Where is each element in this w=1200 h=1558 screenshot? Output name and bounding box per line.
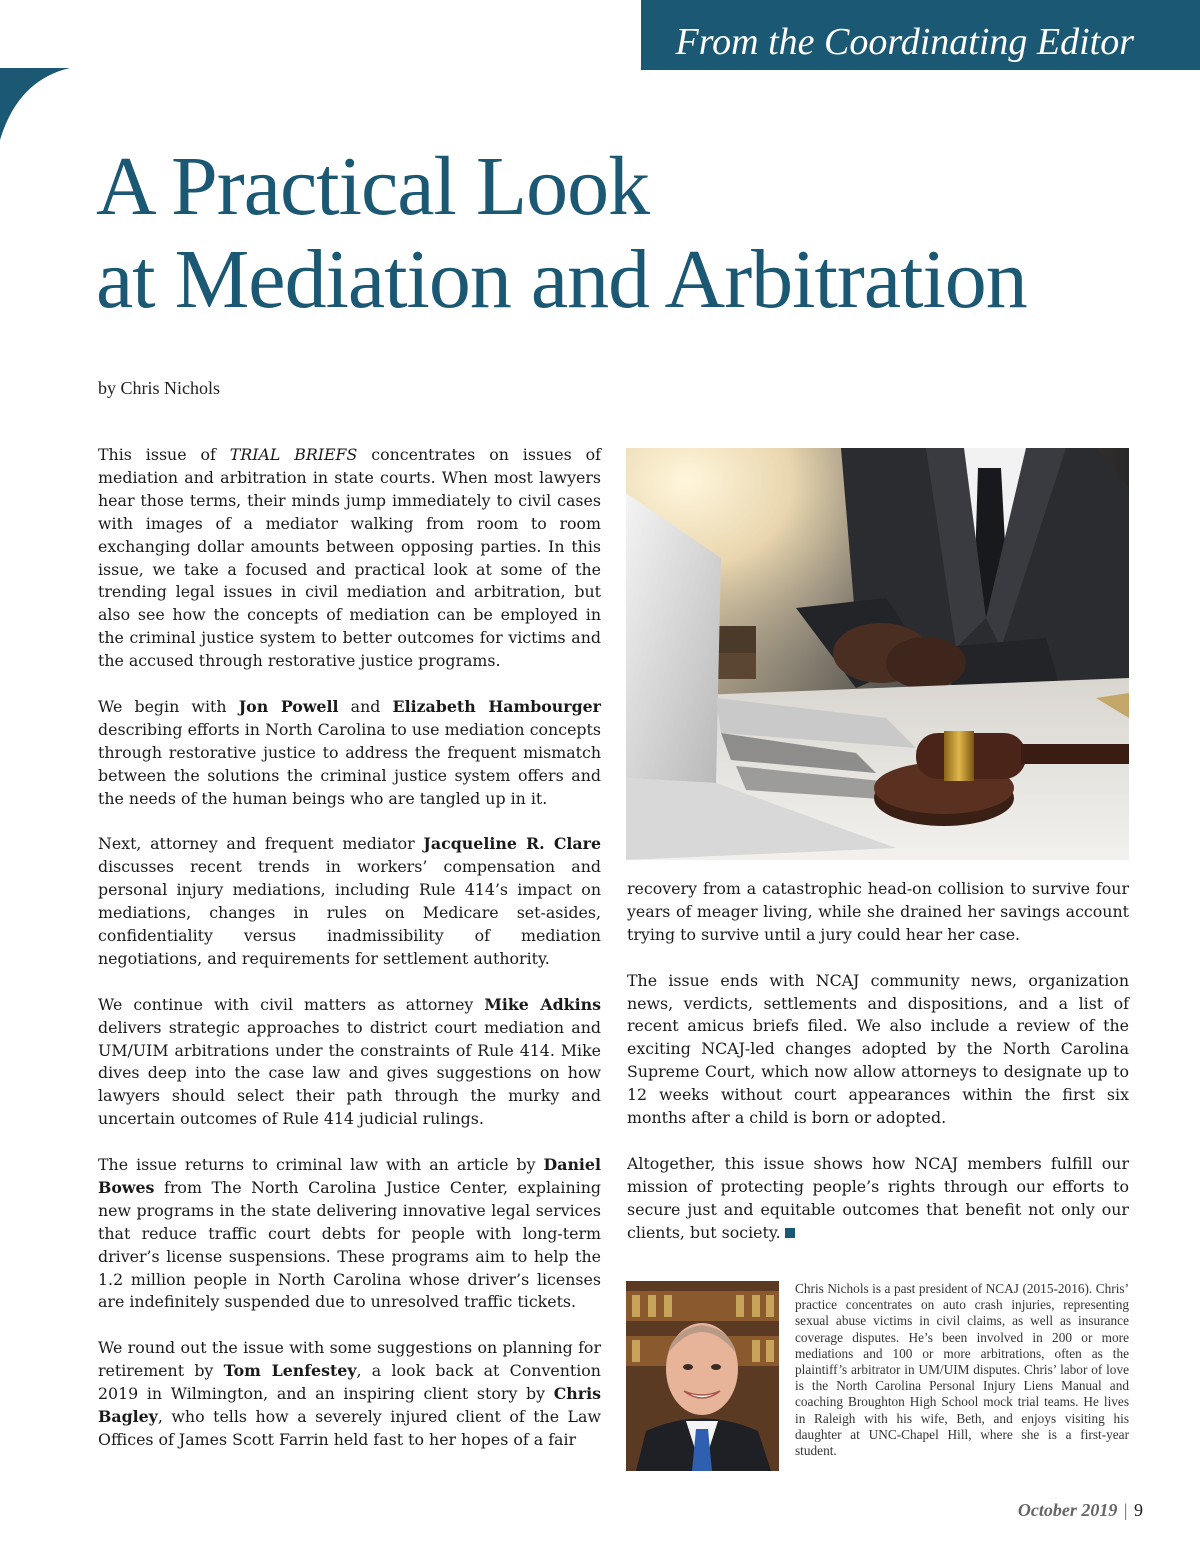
paragraph-closing: Altogether, this issue shows how NCAJ members fulfill our mission of protecting people’s rights through our efforts to secure just and equitable outcomes that benefit not only our clients, but society. <box>627 1153 1129 1242</box>
author-bio: Chris Nichols is a past president of NCAJ (2015-2016). Chris’ practice concentrates on auto crash injuries, representing sexual abuse victims in civil claims, as well as insurance coverage disputes. He’s been involved in 200 or more mediations and 100 or more arbitrations, often as the plaintiff’s arbitrator in UM/UIM disputes. Chris’ labor of love is the North Carolina Personal Injury Liens Manual and coaching Broughton High School mock trial teams. He lives in Raleigh with his wife, Beth, and enjoys visiting his daughter at UNC-Chapel Hill, where she is a first-year student. <box>795 1281 1129 1459</box>
author-name: Elizabeth Hambourger <box>392 696 602 716</box>
author-name: Jacqueline R. Clare <box>423 834 601 854</box>
paragraph-round-out: We round out the issue with some suggestions on planning for retirement by Tom Lenfestey, a look back at Convention 2019 in Wilmington, and an inspiring client story by Chris Bagley, who tells how a severely injured client of the Law Offices of James Scott Farrin held fast to her hopes of a fair <box>98 1338 601 1449</box>
paragraph-community-news: The issue ends with NCAJ community news, organization news, verdicts, settlements and dispositions, and a list of recent amicus briefs filed. We also include a review of the exciting NCAJ-led changes adopted by the North Carolina Supreme Court, which now allow attorneys to designate up to 12 weeks without court appearances within the first six months after a child is born or adopted. <box>627 970 1129 1128</box>
square-end-mark-icon <box>785 1228 795 1238</box>
footer-separator: | <box>1123 1500 1128 1520</box>
paragraph-workers-comp: Next, attorney and frequent mediator Jacqueline R. Clare discusses recent trends in workers’ compensation and personal injury mediations, including Rule 414’s impact on mediations, changes in rules on Medicare set-asides, confidentiality versus inadmissibility of mediation negotiations, and requirements for settlement authority. <box>98 834 601 968</box>
author-name: Daniel Bowes <box>98 1155 601 1197</box>
paragraph-restorative-justice: We begin with Jon Powell and Elizabeth Hambourger describing efforts in North Carolina to use mediation concepts through restorative justice to address the frequent mismatch between the solutions the criminal justice system offers and the needs of the human beings who are tangled up in it. <box>98 696 602 808</box>
paragraph-client-story: recovery from a catastrophic head-on collision to survive four years of meager living, while she drained her savings account trying to survive until a jury could hear her case. <box>627 879 1129 944</box>
publication-name: TRIAL BRIEFS <box>229 445 358 464</box>
article-title-line-2: at Mediation and Arbitration <box>96 233 1027 326</box>
corner-swoosh-decoration <box>0 68 70 140</box>
article-title-line-1: A Practical Look <box>96 140 650 233</box>
body-column-right <box>627 878 1129 1267</box>
section-header-bar <box>641 0 1200 70</box>
paragraph-criminal-law: The issue returns to criminal law with an article by Daniel Bowes from The North Carolina Justice Center, explaining new programs in the state delivering innovative legal services that reduce traffic court debts for people with long-term driver’s license suspensions. These programs aim to help the 1.2 million people in North Carolina whose driver’s licenses are indefinitely suspended due to unresolved traffic tickets. <box>98 1155 601 1312</box>
author-name: Tom Lenfestey <box>223 1361 357 1381</box>
page-number: 9 <box>1134 1500 1143 1520</box>
page-footer <box>1018 1500 1143 1521</box>
paragraph-intro: This issue of TRIAL BRIEFS concentrates on issues of mediation and arbitration in state courts. When most lawyers hear those terms, their minds jump immediately to civil cases with images of a mediator walking from room to room exchanging dollar amounts between opposing parties. In this issue, we take a focused and practical look at some of the trending legal issues in civil mediation and arbitration, but also see how the concepts of mediation can be employed in the criminal justice system to better outcomes for victims and the accused through restorative justice programs. <box>98 445 601 671</box>
author-photo <box>626 1281 779 1471</box>
issue-date: October 2019 <box>1017 1500 1118 1520</box>
paragraph-civil-matters: We continue with civil matters as attorney Mike Adkins delivers strategic approaches to district court mediation and UM/UIM arbitrations under the constraints of Rule 414. Mike dives deep into the case law and gives suggestions on how lawyers should select their path through the murky and uncertain outcomes of Rule 414 judicial rulings. <box>98 994 601 1129</box>
section-label: From the Coordinating Editor <box>675 21 1134 63</box>
article-title <box>96 140 1027 326</box>
body-column-left <box>98 444 601 1475</box>
author-name: Mike Adkins <box>484 994 601 1014</box>
author-name: Chris Bagley <box>98 1384 601 1426</box>
byline: by Chris Nichols <box>98 378 221 398</box>
photo-lawyer-gavel-laptop <box>626 448 1129 860</box>
author-name: Jon Powell <box>238 696 339 716</box>
